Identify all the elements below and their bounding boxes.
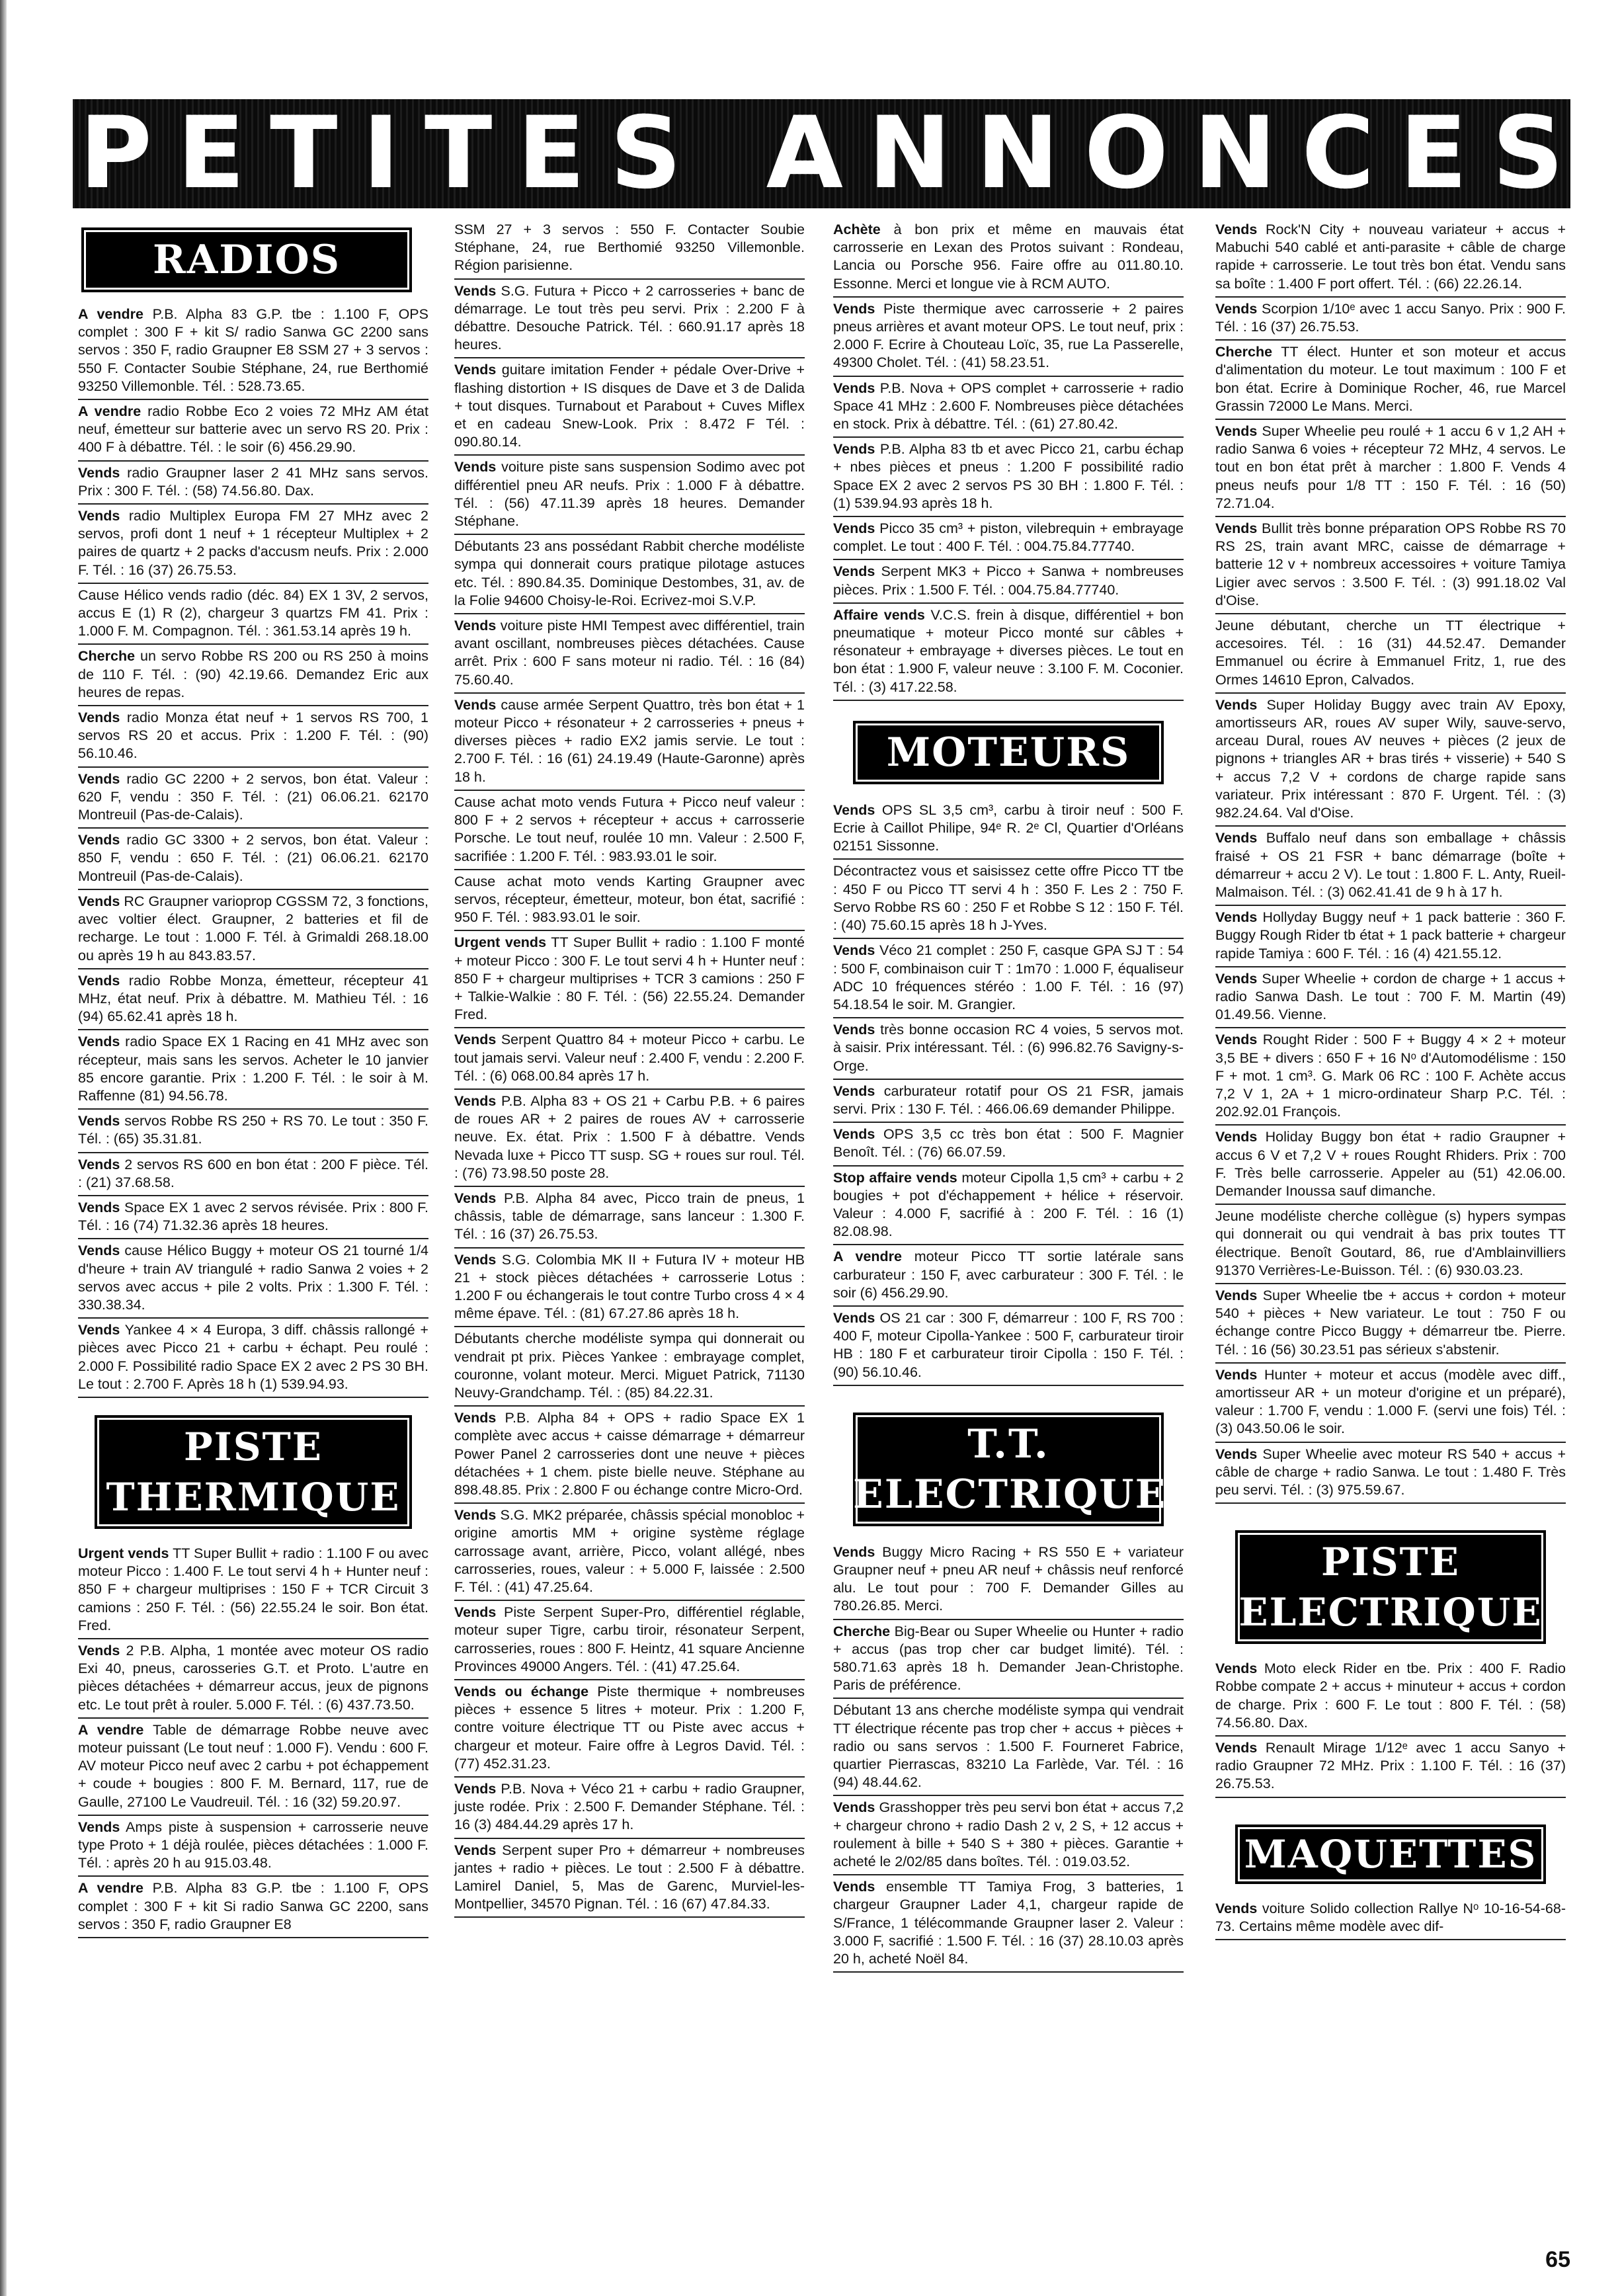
ad-keyword: Vends ou échange <box>454 1684 589 1700</box>
masthead-letter: S <box>610 96 682 211</box>
ad-text: Grasshopper très peu servi bon état + accus 7,2 + chargeur chrono + radio Dash 2 v, 2 S, + 12 accus + roulement à bille + 540 S + 380 + pièces. Garantie + acheté le 2/02/85 dans boîtes. Tél. : 019.03.52. <box>833 1799 1184 1870</box>
ad-keyword: Vends <box>1215 520 1258 537</box>
ad-text: Buffalo neuf dans son emballage + châssis fraisé + OS 21 FSR + banc démarrage (boîte + démarreur + accu 2 V). Le tout : 1.800 F. L. Anty, Rueil-Malmaison. Tél. : (3) 062.41.41 de 9 h à 17 h. <box>1215 830 1566 900</box>
ad-text: très bonne occasion RC 4 voies, 5 servos mot. à saisir. Prix intéressant. Tél. : (6) 996.82.76 Savigny-s-Orge. <box>833 1022 1184 1074</box>
ad-text: un servo Robbe RS 200 ou RS 250 à moins de 110 F. Tél. : (90) 42.19.66. Demandez Eric aux heures de repas. <box>78 648 428 700</box>
ad-keyword: A vendre <box>78 306 143 322</box>
classified-ad <box>454 1778 805 1839</box>
classified-ad <box>78 400 428 462</box>
ad-text: Cause achat moto vends Futura + Picco neuf valeur : 800 F + 2 servos + récepteur + accus + carrosserie Porsche. Le tout neuf, roulée 10 mn. Valeur : 2.500 F, sacrifiée : 1.200 F. Tél. : 983.93.01 le soir. <box>454 794 805 864</box>
ad-text: V.C.S. frein à disque, différentiel + bon pneumatique + moteur Picco monté sur câbles + résonateur + embrayage + diverses pièces. Le tout en bon état : 1.900 F, valeur neuve : 3.100 F. M. Coconier. Tél. : (3) 417.22.58. <box>833 606 1184 695</box>
ad-text: TT Super Bullit + radio : 1.100 F ou avec moteur Picco : 1.400 F. Le tout servi 4 h + Hunter neuf : 850 F + chargeur multiprises : 150 F + TCR Circuit 3 camions : 250 F. Tél. : (56) 22.55.24 le soir. Bon état. Fred. <box>78 1545 428 1633</box>
ad-text: Décontractez vous et saisissez cette offre Picco TT tbe : 450 F ou Picco TT servi 4 h : 350 F. Les 2 : 750 F. Servo Robbe RS 60 : 250 F et Robbe S 12 : 150 F. Tél. : (40) 75.60.15 après 18 h J-Yves. <box>833 863 1184 934</box>
masthead-letter: P <box>79 96 152 211</box>
ad-text: Super Wheelie tbe + accus + cordon + moteur 540 + pièces + New variateur. Le tout : 750 F ou échange contre Picco Buggy + démarreur tbe. Pierre. Tél. : 16 (56) 30.23.51 pas sérieux s'abstenir. <box>1215 1287 1566 1358</box>
classified-ad <box>78 505 428 584</box>
ad-text: 2 P.B. Alpha, 1 montée avec moteur OS radio Exi 40, pneus, carosseries G.T. et Proto. L'autre en pièces détachées + démarreur accus, jeux de pignons etc. Le tout prêt à rouler. 5.000 F. Tél. : (6) 437.73.50. <box>78 1642 428 1713</box>
ad-text: S.G. Colombia MK II + Futura IV + moteur HB 21 + stock pièces détachées + carrosserie Lotus : 1.200 F ou échangerais le tout contre Turbo cross 4 × 4 même épave. Tél. : (81) 67.27.86 après 18 h. <box>454 1251 805 1322</box>
classified-ad <box>454 614 805 694</box>
classified-ad <box>833 799 1184 860</box>
masthead-letter: I <box>362 96 400 211</box>
classified-ad <box>1215 906 1566 967</box>
ad-keyword: Cherche <box>1215 344 1273 360</box>
ad-text: OPS 3,5 cc très bon état : 500 F. Magnier Benoît. Tél. : (76) 66.07.59. <box>833 1126 1184 1161</box>
ad-keyword: A vendre <box>833 1249 902 1265</box>
ad-text: Renault Mirage 1/12ᵉ avec 1 accu Sanyo + radio Graupner 72 MHz. Prix : 1.100 F. Tél. : 16 (37) 26.75.53. <box>1215 1740 1566 1792</box>
classified-ad <box>78 645 428 706</box>
classified-ad <box>1215 694 1566 827</box>
ad-text: Moto eleck Rider en tbe. Prix : 400 F. Radio Robbe compate 2 + accus + minuteur + accus + cordon de charge. Prix : 600 F. Le tout : 800 F. Tél. : (58) 74.56.80. Dax. <box>1215 1660 1566 1731</box>
ad-keyword: Vends <box>78 972 120 989</box>
ad-text: SSM 27 + 3 servos : 550 F. Contacter Soubie Stéphane, 24, rue Berthomié 93250 Villemonble. Région parisienne. <box>454 222 805 274</box>
classified-ad <box>454 1327 805 1407</box>
ad-text: P.B. Nova + Véco 21 + carbu + radio Graupner, juste rodée. Prix : 2.500 F. Demander Stéphane. Tél. : 16 (3) 484.44.29 après 17 h. <box>454 1781 805 1833</box>
ad-text: Hollyday Buggy neuf + 1 pack batterie : 360 F. Buggy Rough Rider tb état + 1 pack batterie + chargeur rapide Tamiya : 600 F. Tél. : 16 (4) 421.55.12. <box>1215 909 1566 962</box>
ad-keyword: Cherche <box>833 1623 891 1639</box>
classified-ad <box>833 1245 1184 1307</box>
classified-ad <box>78 1196 428 1239</box>
masthead-letter: N <box>1194 96 1277 211</box>
ad-keyword: Stop affaire vends <box>833 1169 957 1186</box>
ad-text: Piste Serpent Super-Pro, différentiel réglable, moteur super Tigre, carbu tiroir, résonateur Serpent, carrosseries, roues : 800 F. Heintz, 41 square Ancienne Provinces 49000 Angers. Tél. : (41) 47.25.64. <box>454 1604 805 1674</box>
classified-ad <box>78 1319 428 1398</box>
classified-ad <box>833 218 1184 298</box>
ad-text: Buggy Micro Racing + RS 550 E + variateur Graupner neuf + pneu AR neuf + châssis neuf renforcé alu. Le tout pour : 700 F. Demander Gilles au 780.26.85. Merci. <box>833 1543 1184 1614</box>
classified-ad <box>78 1030 428 1110</box>
masthead-letter <box>707 99 741 208</box>
ad-text: OPS SL 3,5 cm³, carbu à tiroir neuf : 500 F. Ecrie à Caillot Philipe, 94ᵉ R. 2ᵉ Cl, Quartier d'Orléans 02151 Sissonne. <box>833 801 1184 854</box>
classified-ad <box>78 1877 428 1938</box>
ad-text: radio Space EX 1 Racing en 41 MHz avec son récepteur, mais sans les servos. Acheter le 10 janvier 85 encore garantie. Prix : 1.200 F. Tél. : le soir à M. Raffenne (81) 94.56.78. <box>78 1034 428 1104</box>
ad-keyword: Vends <box>454 459 497 475</box>
ad-keyword: Vends <box>833 1799 875 1816</box>
classified-ad <box>1215 218 1566 298</box>
banner-label: ELECTRIQUE <box>1238 1590 1543 1635</box>
classified-ad <box>833 1875 1184 1973</box>
classified-ad <box>78 829 428 890</box>
ad-text: Super Wheelie peu roulé + 1 accu 6 v 1,2 AH + radio Sanwa 6 voies + récepteur 72 MHz, 4 servos. Le tout en bon état prêt à marcher : 1.800 F. Vends 4 pneus neufs pour 1/8 TT : 150 F. Tél. : 16 (50) 72.71.04. <box>1215 423 1566 511</box>
ad-keyword: Vends <box>78 1322 120 1338</box>
ad-text: 2 servos RS 600 en bon état : 200 F pièce. Tél. : (21) 37.68.58. <box>78 1156 428 1190</box>
ad-list-maquettes <box>1215 1897 1566 1940</box>
ad-keyword: Affaire vends <box>833 606 925 623</box>
binding-edge <box>0 0 7 2296</box>
ad-text: Rought Rider : 500 F + Buggy 4 × 2 + moteur 3,5 BE + divers : 650 F + 16 Nᵒ d'Automodélisme : 150 F + mot. 1 cm³. G. Mark 06 RC : 100 F. Achète accus 7,2 V 1, 2A + 1 micro-ordinateur Sharp P.C. Tél. : 202.92.01 François. <box>1215 1032 1566 1120</box>
ad-keyword: Vends <box>833 801 875 818</box>
ad-keyword: Vends <box>454 1032 497 1048</box>
ad-keyword: Vends <box>454 1190 497 1206</box>
classified-ad <box>1215 341 1566 420</box>
classified-ad <box>454 456 805 535</box>
masthead-letter: E <box>177 96 245 211</box>
classified-ad <box>1215 614 1566 694</box>
banner-label: THERMIQUE <box>106 1474 401 1520</box>
classified-ad <box>454 694 805 791</box>
ad-text: Débutants 23 ans possédant Rabbit cherche modéliste sympa qui donnerait cours pratique pilotage astuces etc. Tél. : 890.84.35. Dominique Destombes, 31, av. de la Folie 94600 Choisy-le-Roi. Ecrivez-moi S.V.P. <box>454 538 805 608</box>
classified-ad <box>833 1796 1184 1875</box>
classified-ad <box>78 1542 428 1639</box>
ad-text: P.B. Alpha 83 + OS 21 + Carbu P.B. + 6 paires de roues AR + 2 paires de roues AV + carrosserie neuve. Ex. état. Prix : 1.500 F à débattre. Vends Nevada luxe + Picco TT susp. SG + roues sur roul. Tél. : (76) 73.98.50 poste 28. <box>454 1092 805 1181</box>
ad-text: P.B. Nova + OPS complet + carrosserie + radio Space 41 MHz : 2.600 F. Nombreuses pièce détachées en stock. Prix à débattre. Tél. : (61) 27.80.42. <box>833 380 1184 432</box>
classified-ad <box>833 1167 1184 1246</box>
section-banner-moteurs <box>853 721 1164 784</box>
banner-label: PISTE <box>1321 1539 1460 1585</box>
classified-ad <box>833 377 1184 438</box>
ad-text: Débutant 13 ans cherche modéliste sympa qui vendrait TT électrique récente pas trop cher + accus + pièces + radio ou sans servos : 1.500 F. Fourneret Fabrice, quartier Pierrascas, 83210 La Farlède, Var. Tél. : 16 (94) 48.44.62. <box>833 1702 1184 1791</box>
ad-text: servos Robbe RS 250 + RS 70. Le tout : 350 F. Tél. : (65) 35.31.81. <box>78 1113 428 1147</box>
ad-text: S.G. MK2 préparée, châssis spécial monobloc + origine amortis MM + origine système réglage carrossage avant, arrière, Picco, volant allégé, nbes carrosseries, roues, valeur : + 5.000 F, laissée : 2.500 F. Tél. : (41) 47.25.64. <box>454 1507 805 1596</box>
classified-ad <box>78 462 428 505</box>
masthead-letter: N <box>976 96 1059 211</box>
ad-text: voiture piste HMI Tempest avec différentiel, train avant oscillant, nombreuses pièces détachées. Cause arrêt. Prix : 600 F sans moteur ni radio. Tél. : 16 (84) 75.60.40. <box>454 618 805 688</box>
ad-list-radios <box>78 303 428 1398</box>
classified-ad <box>78 890 428 969</box>
ad-text: TT Super Bullit + radio : 1.100 F monté + moteur Picco : 300 F. Le tout servi 4 h + Hunter neuf : 850 F + chargeur multiprises + TCR 3 camions : 250 F + Talkie-Walkie : 80 F. Tél. : (56) 22.55.24. Demander Fred. <box>454 934 805 1023</box>
ad-keyword: Vends <box>833 1126 875 1143</box>
classified-ad <box>1215 1443 1566 1504</box>
classified-ad <box>78 1816 428 1877</box>
ad-keyword: Vends <box>1215 1129 1258 1145</box>
masthead-letter: T <box>270 96 338 211</box>
ad-text: RC Graupner varioprop CGSSM 72, 3 fonctions, avec voltier élect. Graupner, 2 batteries et fil de recharge. Le tout : 1.000 F. Tél. à Grimaldi 268.18.00 ou après 19 h au 843.83.57. <box>78 893 428 964</box>
ad-keyword: Vends <box>78 1199 120 1215</box>
ad-text: moteur Cipolla 1,5 cm³ + carbu + 2 bougies + pot d'échappement + hélice + réservoir. Valeur : 4.000 F, sacrifié à : 200 F. Tél. : 16 (1) 82.08.98. <box>833 1169 1184 1240</box>
ad-keyword: Vends <box>833 1879 875 1895</box>
ad-text: Scorpion 1/10ᵉ avec 1 accu Sanyo. Prix : 900 F. Tél. : 16 (37) 26.75.53. <box>1215 300 1566 335</box>
banner-label: ELECTRIQUE <box>853 1471 1167 1518</box>
ad-text: Space EX 1 avec 2 servos révisée. Prix : 800 F. Tél. : 16 (74) 71.32.36 après 18 heures. <box>78 1199 428 1234</box>
classified-ad <box>833 560 1184 603</box>
classified-ad <box>1215 420 1566 517</box>
classified-ad <box>1215 1028 1566 1126</box>
ad-text: radio Monza état neuf + 1 servos RS 700, 1 servos RS 20 et accus. Prix : 1.200 F. Tél. : (90) 56.10.46. <box>78 710 428 762</box>
ad-keyword: Vends <box>78 508 120 524</box>
ad-text: P.B. Alpha 83 tb et avec Picco 21, carbu échap + nbes pièces et pneus : 1.200 F possibilité radio Space EX 2 avec 2 servos PS 30 BH : 1.800 F. Tél. : (1) 539.94.93 après 18 h. <box>833 441 1184 511</box>
classified-ad <box>454 280 805 359</box>
ad-keyword: Vends <box>454 618 497 634</box>
classified-ad <box>78 1639 428 1719</box>
ad-keyword: Vends <box>833 563 875 580</box>
classified-ad <box>78 706 428 768</box>
ad-keyword: Vends <box>78 893 120 909</box>
classified-ad <box>454 535 805 614</box>
ad-text: cause armée Serpent Quattro, très bon état + 1 moteur Picco + résonateur + 2 carrosseries + pneus + diverses pièces + radio EX2 jamis servie. Le tout : 2.700 F. Tél. : 16 (61) 24.19.49 (Haute-Garonne) après 18 h. <box>454 696 805 785</box>
ad-text: Bullit très bonne préparation OPS Robbe RS 70 RS 2S, train avant MRC, caisse de démarrage + batterie 12 v + nombreux accessoires + voiture Tamiya Ligier avec servos : 3.500 F. Tél. : (3) 991.18.02 Val d'Oise. <box>1215 520 1566 608</box>
ad-keyword: A vendre <box>78 1721 144 1738</box>
banner-label: RADIOS <box>152 237 341 283</box>
ad-keyword: Vends <box>833 942 875 959</box>
classified-ad <box>78 969 428 1031</box>
ad-keyword: Vends <box>1215 696 1258 713</box>
section-banner-tt-electrique <box>853 1413 1167 1526</box>
classified-ad <box>833 517 1184 560</box>
ad-list-column-4-top <box>1215 218 1566 1504</box>
ad-text: moteur Picco TT sortie latérale sans carburateur : 150 F, avec carburateur : 300 F. Tél. : le soir (6) 456.29.90. <box>833 1249 1184 1301</box>
classified-ad <box>1215 827 1566 906</box>
ad-keyword: Vends <box>78 1642 120 1659</box>
ad-keyword: Vends <box>833 441 875 458</box>
classified-ad <box>833 438 1184 517</box>
classified-ad <box>454 1249 805 1328</box>
ad-keyword: Vends <box>454 1507 497 1524</box>
ad-keyword: Vends <box>833 300 875 317</box>
ad-list-piste-electrique <box>1215 1657 1566 1797</box>
ad-text: Amps piste à suspension + carrosserie neuve type Proto + 1 déjà roulée, pièces détachées : 1.000 F. Tél. : après 20 h au 915.03.48. <box>78 1819 428 1871</box>
ad-keyword: A vendre <box>78 1880 143 1897</box>
classified-ad <box>78 1719 428 1816</box>
classified-ad <box>833 1080 1184 1123</box>
classified-ad <box>1215 298 1566 341</box>
ad-text: cause Hélico Buggy + moteur OS 21 tourné 1/4 d'heure + train AV triangulé + radio Sanwa 2 voies + 2 servos avec accus + pile 2 volts. Prix : 1.300 F. Tél. : 330.38.34. <box>78 1243 428 1313</box>
ad-keyword: Vends <box>833 520 875 537</box>
masthead-letter: A <box>766 96 843 211</box>
masthead-title <box>73 96 1570 211</box>
ad-keyword: Vends <box>78 770 120 787</box>
classified-ad <box>833 860 1184 939</box>
ad-keyword: Vends <box>454 1781 497 1797</box>
classified-ad <box>833 939 1184 1018</box>
ad-keyword: Vends <box>454 282 497 299</box>
ad-text: P.B. Alpha 84 avec, Picco train de pneus, 1 châssis, table de démarrage, sans lanceur : 1.300 F. Tél. : 16 (37) 26.75.53. <box>454 1190 805 1243</box>
classified-ad <box>454 870 805 932</box>
ad-text: Serpent Quattro 84 + moteur Picco + carbu. Le tout jamais servi. Valeur neuf : 2.400 F, vendu : 2.200 F. Tél. : (6) 068.00.84 après 17 h. <box>454 1032 805 1084</box>
ad-keyword: Vends <box>833 1022 875 1038</box>
banner-label: T.T. <box>967 1420 1049 1467</box>
classified-ad <box>833 1307 1184 1386</box>
ad-keyword: Vends <box>78 832 120 848</box>
classified-ad <box>454 931 805 1028</box>
ad-text: carburateur rotatif pour OS 21 FSR, jamais servi. Prix : 130 F. Tél. : 466.06.69 demander Philippe. <box>833 1083 1184 1117</box>
classified-ad <box>78 584 428 645</box>
classified-ad <box>454 1839 805 1918</box>
masthead-letter: E <box>1399 96 1467 211</box>
masthead-letter: S <box>1492 96 1564 211</box>
ad-keyword: Vends <box>1215 300 1258 317</box>
ad-keyword: Vends <box>1215 1287 1258 1303</box>
classified-ad <box>1215 1126 1566 1205</box>
ad-keyword: Vends <box>78 464 120 481</box>
ad-keyword: Vends <box>454 1604 497 1621</box>
classified-ad <box>833 1541 1184 1620</box>
classified-ad <box>454 1680 805 1778</box>
ad-keyword: Vends <box>1215 1446 1258 1462</box>
ad-keyword: Vends <box>1215 1660 1258 1677</box>
ad-keyword: Vends <box>454 1092 497 1109</box>
ad-text: Super Wheelie avec moteur RS 540 + accus + câble de charge + radio Sanwa. Le tout : 1.480 F. Très peu servi. Tél. : (3) 975.59.67. <box>1215 1446 1566 1498</box>
ad-text: OS 21 car : 300 F, démarreur : 100 F, RS 700 : 400 F, moteur Cipolla-Yankee : 500 F, carburateur tiroir HB : 180 F et carburateur tiroir Cipolla : 150 F. Tél. : (90) 56.10.46. <box>833 1309 1184 1380</box>
classified-ad <box>454 1407 805 1504</box>
classified-ad <box>1215 1657 1566 1737</box>
ad-keyword: Vends <box>454 1842 497 1858</box>
ad-keyword: Vends <box>1215 1900 1258 1916</box>
ad-text: radio Robbe Eco 2 voies 72 MHz AM état neuf, émetteur sur batterie avec un servo RS 20. Prix : 400 F à débattre. Tél. : le soir (6) 456.29.90. <box>78 403 428 456</box>
ad-text: radio GC 3300 + 2 servos, bon état. Valeur : 850 F, vendu : 650 F. Tél. : (21) 06.06.21. 62170 Montreuil (Pas-de-Calais). <box>78 832 428 884</box>
classified-ad <box>833 1699 1184 1796</box>
classified-ad <box>78 1239 428 1319</box>
ad-text: Big-Bear ou Super Wheelie ou Hunter + radio + accus (pas trop cher car budget limité). Tél. : 580.71.63 après 18 h. Demander Jean-Christophe. Paris de préférence. <box>833 1623 1184 1694</box>
column-1 <box>78 218 428 1938</box>
classified-ad <box>454 218 805 280</box>
classified-ad <box>1215 1737 1566 1798</box>
masthead-letter: T <box>425 96 493 211</box>
ad-text: radio Robbe Monza, émetteur, récepteur 41 MHz, état neuf. Prix à débattre. M. Mathieu Tél. : 16 (94) 65.62.41 après 18 h. <box>78 972 428 1025</box>
banner-label: MAQUETTES <box>1244 1831 1537 1877</box>
classified-ad <box>78 1153 428 1196</box>
section-banner-piste-thermique <box>95 1415 412 1529</box>
ad-text: P.B. Alpha 83 G.P. tbe : 1.100 F, OPS complet : 300 F + kit Si radio Sanwa GC 2200, sans servos : 350 F, radio Graupner E8 <box>78 1880 428 1932</box>
ad-text: Cause Hélico vends radio (déc. 84) EX 1 3V, 2 servos, accus E (1) R (2), chargeur 3 quartzs FM 41. Prix : 1.000 F. M. Compagnon. Tél. : 361.53.14 après 19 h. <box>78 587 428 639</box>
column-2 <box>454 218 805 1918</box>
ad-keyword: Vends <box>1215 909 1258 926</box>
ad-keyword: Vends <box>78 1113 120 1129</box>
ad-keyword: A vendre <box>78 403 142 420</box>
ad-keyword: Vends <box>78 1156 120 1172</box>
ad-keyword: Vends <box>454 696 497 713</box>
classified-ad <box>78 768 428 829</box>
ad-text: P.B. Alpha 83 G.P. tbe : 1.100 F, OPS complet : 300 F + kit S/ radio Sanwa GC 2200 sans servos : 350 F, radio Graupner E8 SSM 27 + 3 servos : 550 F. Contacter Soubie Stéphane, 24, rue Berthomié 93250 Villemonble. Tél. : 528.73.65. <box>78 306 428 394</box>
column-3 <box>833 218 1184 1973</box>
ad-text: Yankee 4 × 4 Europa, 3 diff. châssis rallongé + pièces avec Picco 21 + carbu + échapt. Peu roulé : 2.000 F. Possibilité radio Space EX 2 avec 2 PS 30 BH. Le tout : 2.700 F. Après 18 h (1) 539.94.93. <box>78 1322 428 1392</box>
masthead-letter: N <box>868 96 952 211</box>
classified-ad <box>833 604 1184 701</box>
ad-keyword: Vends <box>1215 423 1258 440</box>
banner-label: MOTEURS <box>886 729 1131 776</box>
ad-keyword: Vends <box>454 1251 497 1268</box>
ad-list-moteurs <box>833 799 1184 1386</box>
ad-text: S.G. Futura + Picco + 2 carrosseries + banc de démarrage. Le tout très peu servi. Prix : 2.200 F à débattre. Desouche Patrick. Tél. : 660.91.17 après 18 heures. <box>454 282 805 353</box>
classified-ad <box>833 1018 1184 1080</box>
ad-keyword: Vends <box>78 1034 120 1050</box>
masthead-letter: C <box>1301 96 1375 211</box>
classified-ad <box>454 1601 805 1680</box>
ad-keyword: Cherche <box>78 648 136 665</box>
ad-keyword: Achète <box>833 222 881 237</box>
page-number: 65 <box>1545 2247 1570 2272</box>
ad-text: Rock'N City + nouveau variateur + accus + Mabuchi 540 cablé et anti-parasite + câble de charge rapide + carrosserie. Le tout très bon état. Vendu sans sa boîte : 1.400 F port offert. Tél. : (66) 22.26.14. <box>1215 222 1566 292</box>
ad-text: Hunter + moteur et accus (modèle avec diff., amortisseur AR + un moteur d'origine et un préparé), valeur : 1.700 F, vendu : 1.000 F. (servi une fois) Tél. : (3) 043.50.06 le soir. <box>1215 1366 1566 1437</box>
ad-text: ensemble TT Tamiya Frog, 3 batteries, 1 chargeur Graupner Lader 4,1, chargeur rapide de S/France, 1 télécommande Graupner laser 2. Valeur : 3.000 F, sacrifié : 1.500 F. Tél. : 16 (37) 28.10.03 après 20 h, acheté Noël 84. <box>833 1879 1184 1967</box>
classified-ad <box>1215 1364 1566 1443</box>
ad-keyword: Vends <box>1215 1366 1258 1383</box>
ad-list-piste-thermique <box>78 1542 428 1938</box>
classified-ad <box>833 1123 1184 1166</box>
classified-ad <box>454 358 805 456</box>
classified-ad <box>1215 1897 1566 1940</box>
ad-keyword: Vends <box>1215 222 1258 237</box>
ad-keyword: Vends <box>78 1819 120 1835</box>
classified-ad <box>78 1110 428 1153</box>
ad-keyword: Vends <box>833 380 875 396</box>
section-banner-radios <box>81 227 412 292</box>
classified-ad <box>78 303 428 400</box>
ad-list-column-2 <box>454 218 805 1918</box>
ad-text: Table de démarrage Robbe neuve avec moteur puissant (Le tout neuf : 1.000 F). Vendu : 600 F. AV moteur Picco neuf avec 2 carbu + pot échappement + coude + bougies : 800 F. M. Bernard, 117, rue de Gaulle, 27100 Le Vaudreuil. Tél. : 16 (32) 59.20.97. <box>78 1721 428 1810</box>
ad-text: TT élect. Hunter et son moteur et accus d'alimentation du moteur. Le tout maximum : 100 F et bon état. Ecrire à Dominique Rocher, 46, rue Marcel Grassin 72000 Le Mans. Merci. <box>1215 344 1566 414</box>
ad-keyword: Vends <box>833 1309 875 1326</box>
ad-text: Débutants cherche modéliste sympa qui donnerait ou vendrait pt prix. Pièces Yankee : embrayage complet, couronne, volant moteur. Merci. Miguet Patrick, 71130 Neuvy-Grandchamp. Tél. : (85) 84.22.31. <box>454 1331 805 1401</box>
ad-text: guitare imitation Fender + pédale Over-Drive + flashing distortion + IS disques de Dave et 3 de Dalida + tout disques. Turnabout et Parabout + Cuves Miflex et en cadeau Snew-Look. Prix : 8.472 F Tél. : 090.80.14. <box>454 362 805 450</box>
ad-text: Holiday Buggy bon état + radio Graupner + accus 6 V et 7,2 V + roues Rought Rhiders. Prix : 700 F. Très belle carrosserie. Appeler au (51) 42.06.00. Demander Inoussa sauf dimanche. <box>1215 1129 1566 1199</box>
ad-keyword: Vends <box>833 1543 875 1560</box>
classified-ad <box>833 298 1184 377</box>
ad-keyword: Vends <box>1215 970 1258 987</box>
banner-label: PISTE <box>184 1424 323 1469</box>
ad-keyword: Vends <box>1215 830 1258 846</box>
ad-list-tt-electrique <box>833 1541 1184 1973</box>
ad-text: Super Wheelie + cordon de charge + 1 accus + radio Sanwa Dash. Le tout : 700 F. M. Martin (49) 01.49.56. Vienne. <box>1215 970 1566 1023</box>
ad-text: Jeune débutant, cherche un TT électrique + accesoires. Tél. : 16 (31) 44.52.47. Demander Emmanuel ou écrire à Emmanuel Fritz, 1, rue des Ormes 14610 Epron, Calvados. <box>1215 618 1566 688</box>
classified-ad <box>454 1090 805 1187</box>
classified-ad <box>454 1028 805 1090</box>
classified-ad <box>1215 967 1566 1029</box>
ad-text: Picco 35 cm³ + piston, vilebrequin + embrayage complet. Le tout : 400 F. Tél. : 004.75.84.77740. <box>833 520 1184 555</box>
ad-text: radio Graupner laser 2 41 MHz sans servos. Prix : 300 F. Tél. : (58) 74.56.80. Dax. <box>78 464 428 499</box>
ad-list-column-3-top <box>833 218 1184 701</box>
ad-keyword: Vends <box>1215 1740 1258 1756</box>
ad-text: radio GC 2200 + 2 servos, bon état. Valeur : 620 F, vendu : 350 F. Tél. : (21) 06.06.21. 62170 Montreuil (Pas-de-Calais). <box>78 770 428 823</box>
ad-text: P.B. Alpha 84 + OPS + radio Space EX 1 complète avec accus + caisse démarrage + démarreur Power Panel 2 carrosseries dont une neuve + pièces détachées + 1 chem. piste bielle neuve. Stéphane au 898.48.85. Prix : 2.800 F ou échange contre Micro-Ord. <box>454 1410 805 1498</box>
classified-ad <box>833 1620 1184 1700</box>
ad-text: radio Multiplex Europa FM 27 MHz avec 2 servos, profi dont 1 neuf + 1 récepteur Multiplex + 2 paires de quartz + 2 packs d'accusm neufs. Prix : 2.000 F. Tél. : 16 (37) 26.75.53. <box>78 508 428 578</box>
ad-text: Super Holiday Buggy avec train AV Epoxy, amortisseurs AR, roues AV super Wily, sauve-servo, arceau Dural, roues AV neuves + pièces (2 jeux de pignons + triangles AR + bras tirés + visserie) + 540 S + accus 7,2 V + cordons de charge rapide sans variateur. Prix intéressant : 870 F. Urgent. Tél. : (3) 982.24.64. Val d'Oise. <box>1215 696 1566 821</box>
ad-keyword: Vends <box>454 362 497 378</box>
ad-text: voiture Solido collection Rallye Nᵒ 10-16-54-68-73. Certains même modèle avec dif- <box>1215 1900 1566 1934</box>
masthead-letter: E <box>517 96 585 211</box>
ad-text: Serpent MK3 + Picco + Sanwa + nombreuses pièces. Prix : 1.500 F. Tél. : 004.75.84.77740. <box>833 563 1184 598</box>
ad-keyword: Vends <box>833 1083 875 1099</box>
ad-text: Serpent super Pro + démarreur + nombreuses jantes + radio + pièces. Le tout : 2.500 F à débattre. Lamirel Daniel, 5, Mas de Garenc, Murviel-les-Montpellier, 34570 Pignan. Tél. : 16 (67) 47.84.33. <box>454 1842 805 1912</box>
classified-ad <box>454 1187 805 1249</box>
ad-text: Piste thermique avec carrosserie + 2 paires pneus arrières et avant moteur OPS. Le tout neuf, prix : 2.000 F. Ecrire à Chouteau Loïc, 35, rue La Passerelle, 49300 Cholet. Tél. : (41) 58.23.51. <box>833 300 1184 371</box>
classified-ad <box>1215 1205 1566 1284</box>
ad-keyword: Vends <box>78 1243 120 1259</box>
ad-text: Jeune modéliste cherche collègue (s) hypers sympas qui donnerait ou qui vendrait à bas prix toutes TT électrique. Benoît Goutard, 86, rue d'Amblainvilliers 91370 Verrières-Le-Buisson. Tél. : (6) 930.03.23. <box>1215 1208 1566 1278</box>
section-banner-maquettes <box>1235 1824 1546 1884</box>
ad-keyword: Vends <box>78 710 120 726</box>
ad-keyword: Vends <box>1215 1032 1258 1048</box>
classified-ad <box>454 791 805 870</box>
ad-text: à bon prix et même en mauvais état carrosserie en Lexan des Protos suivant : Rondeau, Lancia ou Porsche 956. Faire offre au 011.80.10. Essonne. Merci et longue vie à RCM AUTO. <box>833 222 1184 292</box>
ad-text: Véco 21 complet : 250 F, casque GPA SJ T : 54 : 500 F, combinaison cuir T : 1m70 : 1.000 F, équaliseur ADC 10 fréquences stéréo : 1.00 F. Tél. : 16 (97) 54.18.54 le soir. M. Grangier. <box>833 942 1184 1012</box>
section-banner-piste-electrique <box>1235 1530 1546 1644</box>
masthead-letter: O <box>1084 96 1169 211</box>
ad-keyword: Vends <box>454 1410 497 1426</box>
ad-text: voiture piste sans suspension Sodimo avec pot différentiel pneu AR neufs. Prix : 1.000 F à débattre. Tél. : (56) 47.11.39 après 18 heures. Demander Stéphane. <box>454 459 805 530</box>
ad-keyword: Urgent vends <box>78 1545 169 1561</box>
ad-keyword: Urgent vends <box>454 934 547 951</box>
classified-ad <box>1215 1284 1566 1364</box>
column-4 <box>1215 218 1566 1940</box>
classified-ad <box>1215 517 1566 614</box>
ad-text: Cause achat moto vends Karting Graupner avec servos, récepteur, émetteur, moteur, bon état, sacrifié : 950 F. Tél. : 983.93.01 le soir. <box>454 873 805 926</box>
classified-ad <box>454 1504 805 1601</box>
ad-text: Piste thermique + nombreuses pièces + essence 5 litres + moteur. Prix : 1.200 F, contre voiture électrique TT ou Piste avec accus + chargeur et moteur. Faire offre à Legros David. Tél. : (77) 452.31.23. <box>454 1684 805 1772</box>
